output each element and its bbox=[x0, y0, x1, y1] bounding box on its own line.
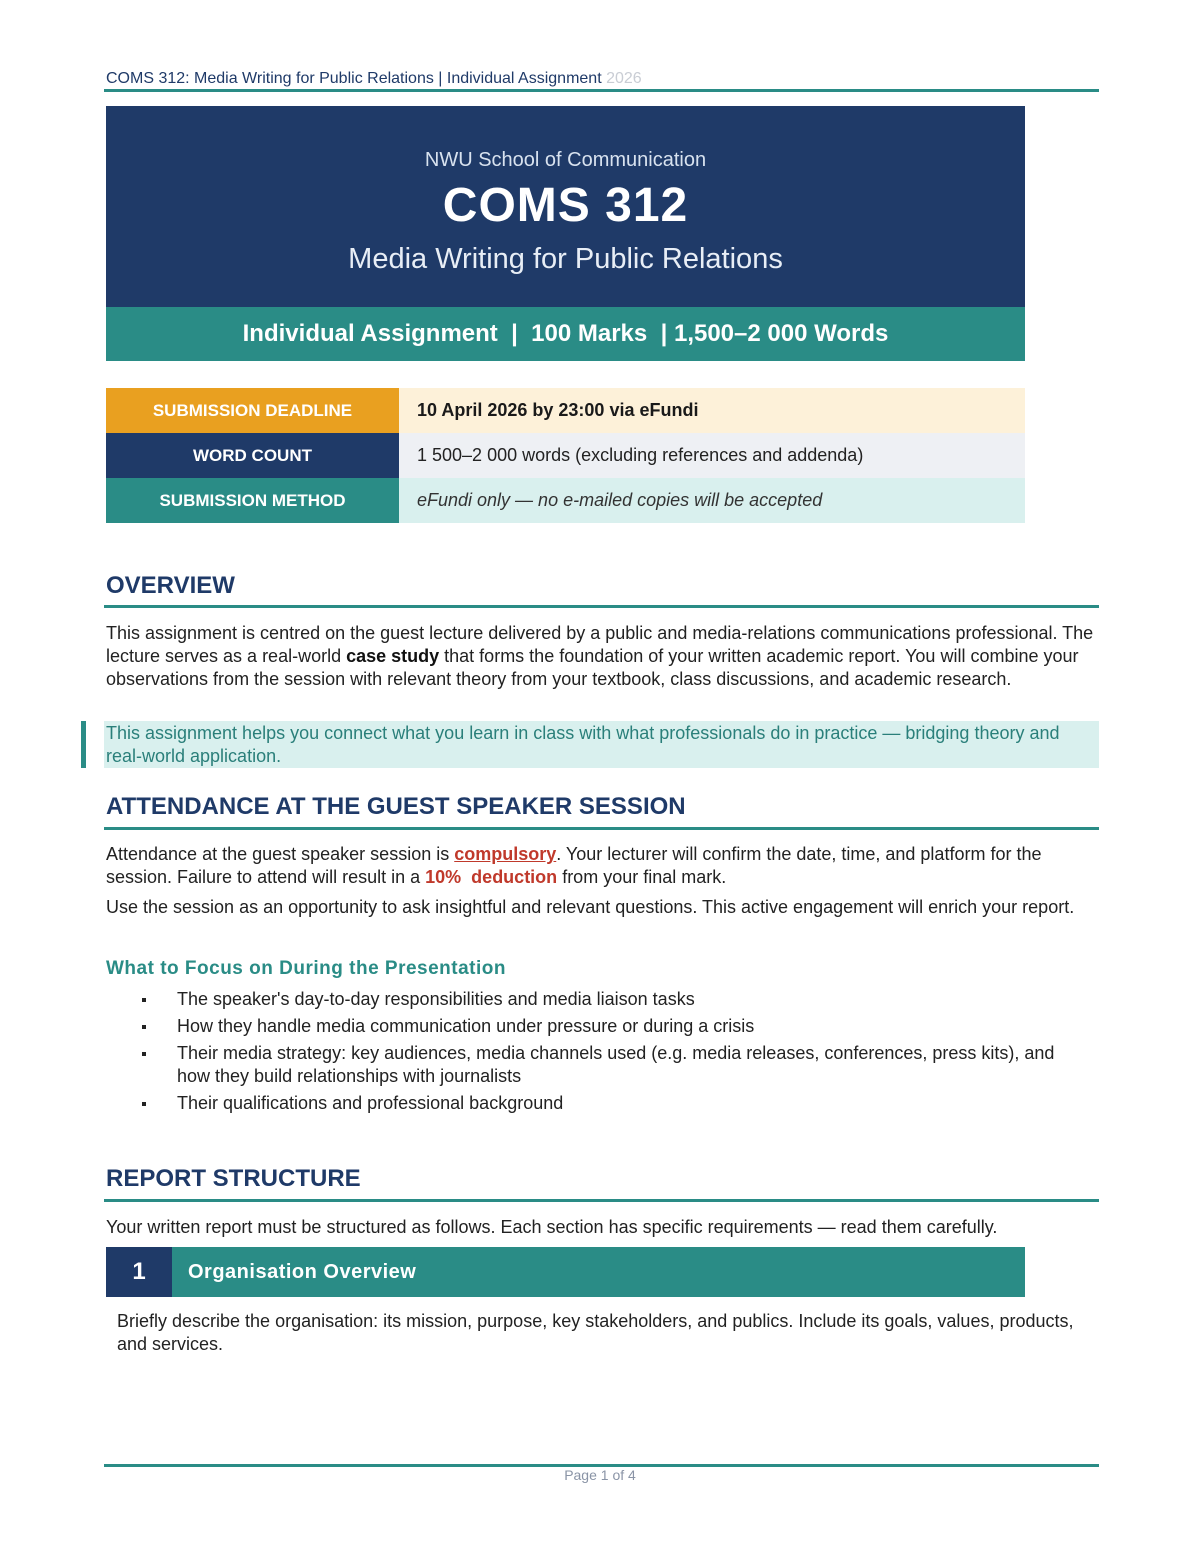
info-label: SUBMISSION METHOD bbox=[106, 478, 399, 523]
attendance-text: Attendance at the guest speaker session is bbox=[106, 844, 455, 864]
list-item bbox=[106, 988, 1096, 1011]
list-item-text: Their media strategy: key audiences, media channels used (e.g. media releases, conferences, press kits), and how they build relationships with journalists bbox=[177, 1043, 1055, 1086]
bullet-icon bbox=[142, 1052, 146, 1056]
callout-box bbox=[104, 721, 1099, 768]
bullet-icon bbox=[142, 1102, 146, 1106]
list-item-text: The speaker's day-to-day responsibilities and media liaison tasks bbox=[177, 989, 695, 1009]
bullet-icon bbox=[142, 1025, 146, 1029]
report-structure-rule bbox=[104, 1199, 1099, 1202]
attendance-paragraph bbox=[106, 843, 1096, 889]
bullet-icon bbox=[142, 998, 146, 1002]
overview-heading: OVERVIEW bbox=[106, 572, 235, 599]
report-structure-heading: REPORT STRUCTURE bbox=[106, 1165, 361, 1192]
section-title: Organisation Overview bbox=[172, 1247, 1025, 1297]
info-row-word-count bbox=[106, 433, 1025, 478]
info-label: WORD COUNT bbox=[106, 433, 399, 478]
deduction-emphasis: 10% deduction bbox=[425, 867, 558, 887]
compulsory-emphasis: compulsory bbox=[454, 844, 557, 864]
section-number: 1 bbox=[106, 1247, 172, 1297]
course-title: Media Writing for Public Relations bbox=[348, 243, 783, 275]
assignment-bar: Individual Assignment | 100 Marks | 1,500–2 000 Words bbox=[106, 307, 1025, 361]
callout-text: This assignment helps you connect what you learn in class with what professionals do in practice — bridging theory and real-world application. bbox=[106, 723, 1060, 766]
info-row-deadline bbox=[106, 388, 1025, 433]
attendance-text-cont: . Your lecturer will confirm the date, time, and platform for the session. Failure to attend will result in a bbox=[106, 844, 1042, 887]
case-study-bold: case study bbox=[346, 646, 440, 666]
school-name: NWU School of Communication bbox=[424, 149, 707, 171]
engagement-paragraph: Use the session as an opportunity to ask insightful and relevant questions. This active engagement will enrich your report. bbox=[106, 897, 1075, 917]
header-rule bbox=[104, 89, 1099, 92]
overview-text-cont: that forms the foundation of your written academic report. You will combine your observations from the session with relevant theory from your textbook, class discussions, and academic research. bbox=[106, 646, 1079, 689]
page-number: Page 1 of 4 bbox=[564, 1467, 636, 1483]
focus-subheading: What to Focus on During the Presentation bbox=[106, 958, 506, 979]
info-value: 10 April 2026 by 23:00 via eFundi bbox=[399, 388, 1025, 433]
running-header-year: 2026 bbox=[606, 70, 642, 87]
info-value: eFundi only — no e-mailed copies will be accepted bbox=[399, 478, 1025, 523]
list-item bbox=[106, 1042, 1096, 1088]
list-item bbox=[106, 1092, 1096, 1115]
list-item bbox=[106, 1015, 1096, 1038]
focus-list bbox=[106, 988, 1096, 1119]
list-item-text: Their qualifications and professional background bbox=[177, 1093, 564, 1113]
info-label: SUBMISSION DEADLINE bbox=[106, 388, 399, 433]
info-table bbox=[106, 388, 1025, 523]
section-header-organisation-overview bbox=[106, 1247, 1025, 1297]
attendance-rule bbox=[104, 827, 1099, 830]
info-value: 1 500–2 000 words (excluding references and addenda) bbox=[399, 433, 1025, 478]
title-banner bbox=[106, 106, 1025, 307]
attendance-heading: ATTENDANCE AT THE GUEST SPEAKER SESSION bbox=[106, 793, 686, 820]
running-header bbox=[106, 69, 1100, 89]
course-code: COMS 312 bbox=[442, 179, 689, 232]
overview-rule bbox=[104, 605, 1099, 608]
report-structure-intro: Your written report must be structured as follows. Each section has specific requirements — read them carefully. bbox=[106, 1217, 998, 1237]
overview-text: This assignment is centred on the guest lecture delivered by a public and media-relations communications professional. The lecture serves as a real-world bbox=[106, 623, 1094, 666]
info-row-method bbox=[106, 478, 1025, 523]
list-item-text: How they handle media communication under pressure or during a crisis bbox=[177, 1016, 755, 1036]
section-description: Briefly describe the organisation: its mission, purpose, key stakeholders, and publics. Include its goals, values, products, and services. bbox=[117, 1311, 1074, 1354]
callout-accent bbox=[81, 721, 86, 768]
attendance-text-end: from your final mark. bbox=[557, 867, 727, 887]
running-header-text: COMS 312: Media Writing for Public Relations | Individual Assignment bbox=[106, 70, 602, 87]
overview-paragraph bbox=[106, 622, 1096, 691]
